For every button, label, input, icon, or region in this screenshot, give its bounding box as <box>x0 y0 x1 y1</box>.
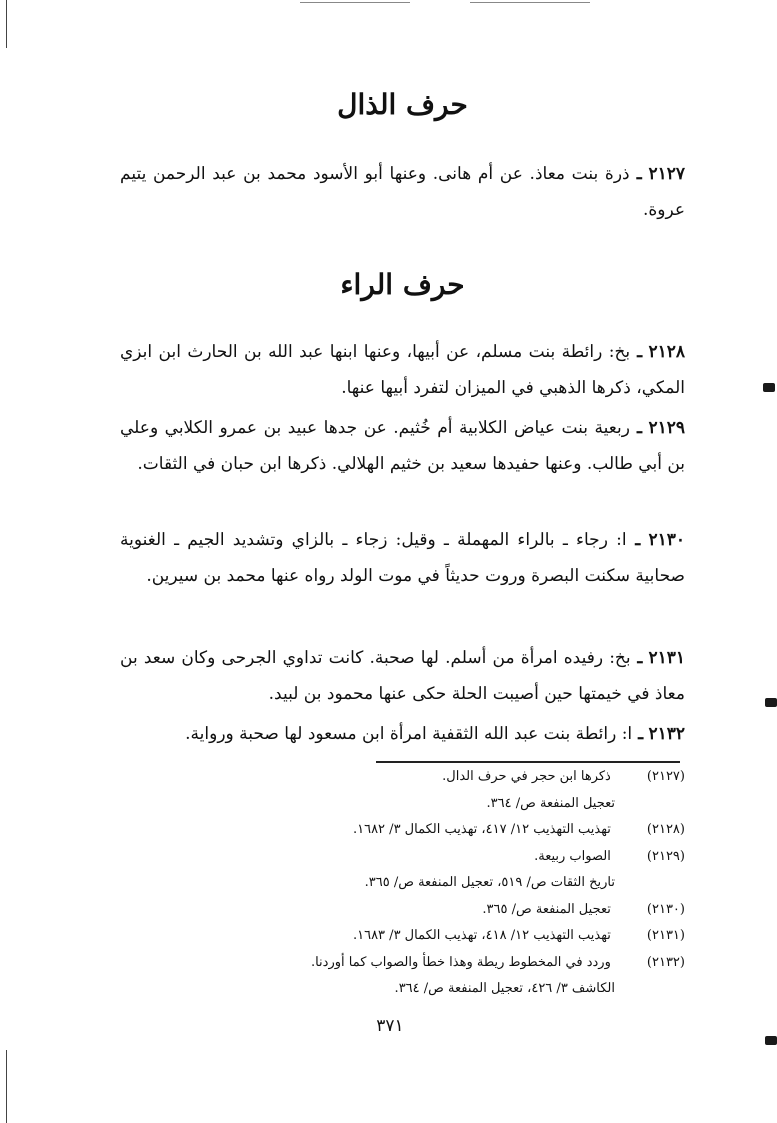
footnote-number: (٢١٢٧) <box>646 769 685 784</box>
footnote-2127-cont <box>200 791 685 818</box>
entry-number: ٢١٣١ <box>648 648 685 668</box>
entry-2127: ٢١٢٧ ـ ذرة بنت معاذ. عن أم هانى. وعنها أبو الأسود محمد بن عبد الرحمن يتيم عروة. <box>120 164 685 220</box>
footnote-2131 <box>200 923 685 950</box>
footnote-text: الصواب ربيعة. <box>534 848 611 864</box>
entry-text: ا: رائطة بنت عبد الله الثقفية امرأة ابن مسعود لها صحبة ورواية. <box>185 724 633 744</box>
entry-text: ذرة بنت معاذ. عن أم هانى. وعنها أبو الأسود محمد بن عبد الرحمن يتيم عروة. <box>120 164 685 220</box>
section-heading-ra: حرف الراء <box>340 268 465 301</box>
footnote-text: تاريخ الثقات ص/ ٥١٩، تعجيل المنفعة ص/ ٣٦٥. <box>364 875 615 890</box>
entry-number: ٢١٢٧ <box>648 164 685 184</box>
footnote-text: تهذيب التهذيب ١٢/ ٤١٨، تهذيب الكمال ٣/ ١٦٨٣. <box>352 928 611 943</box>
top-scan-line-right <box>470 2 590 3</box>
footnote-text: الكاشف ٣/ ٤٢٦، تعجيل المنفعة ص/ ٣٦٤. <box>394 981 615 996</box>
footnote-text: تعجيل المنفعة ص/ ٣٦٥. <box>482 901 611 917</box>
entry-number: ٢١٢٨ <box>648 342 686 362</box>
section-heading-dhal: حرف الذال <box>337 88 468 121</box>
footnote-number: (٢١٢٩) <box>646 848 685 864</box>
page-number: ٣٧١ <box>376 1016 404 1036</box>
entry-number: ٢١٣٠ <box>648 530 685 550</box>
entry-text: بخ: رفيده امرأة من أسلم. لها صحبة. كانت تداوي الجرحى وكان سعد بن معاذ في خيمتها حين أصيبت الحلة حكى عنها محمود بن لبيد. <box>120 648 685 704</box>
footnote-2127 <box>200 764 685 791</box>
footnote-separator <box>376 761 680 763</box>
entry-2132: ٢١٣٢ ـ ا: رائطة بنت عبد الله الثقفية امرأة ابن مسعود لها صحبة ورواية. <box>185 724 685 744</box>
footnote-number: (٢١٣٢) <box>646 954 685 970</box>
footnote-text: وردد في المخطوط ريطة وهذا خطأ والصواب كما أوردنا. <box>310 954 611 970</box>
footnote-text: تعجيل المنفعة ص/ ٣٦٤. <box>486 795 615 811</box>
footnote-text: تهذيب التهذيب ١٢/ ٤١٧، تهذيب الكمال ٣/ ١٦٨٢. <box>352 822 611 837</box>
footnote-number: (٢١٢٨) <box>646 822 685 837</box>
entry-number: ٢١٣٢ <box>648 724 685 744</box>
top-scan-line-left <box>300 2 410 3</box>
footnote-2130 <box>200 897 685 924</box>
footnote-number: (٢١٣١) <box>646 928 685 943</box>
entry-2128: ٢١٢٨ ـ بخ: رائطة بنت مسلم، عن أبيها، وعنها ابنها عبد الله بن الحارث ابن ابزي المكي، ذكرها الذهبي في الميزان لتفرد أبيها عنها. <box>120 342 686 398</box>
entry-text: ربعية بنت عياض الكلابية أم خُثيم. عن جدها عبيد بن عمرو الكلابي وعلي بن أبي طالب. وعنها حفيدها سعيد بن خثيم الهلالي. ذكرها ابن حبان في الثقات. <box>120 418 685 474</box>
edge-mark-3 <box>765 1036 777 1045</box>
footnote-2129 <box>200 844 685 871</box>
left-margin-line-top <box>6 0 7 48</box>
edge-mark-1 <box>763 383 775 392</box>
footnote-2132-cont <box>200 976 685 1003</box>
entry-2129: ٢١٢٩ ـ ربعية بنت عياض الكلابية أم خُثيم. عن جدها عبيد بن عمرو الكلابي وعلي بن أبي طالب. وعنها حفيدها سعيد بن خثيم الهلالي. ذكرها ابن حبان في الثقات. <box>120 418 685 474</box>
footnote-2129-cont <box>200 870 685 897</box>
entry-text: ا: رجاء ـ بالراء المهملة ـ وقيل: زجاء ـ بالزاي وتشديد الجيم ـ الغنوية صحابية سكنت البصرة وروت حديثاً في موت الولد رواه عنها محمد بن سيرين. <box>120 530 685 586</box>
footnotes <box>200 764 685 1003</box>
footnote-number: (٢١٣٠) <box>646 901 685 917</box>
entry-2131: ٢١٣١ ـ بخ: رفيده امرأة من أسلم. لها صحبة. كانت تداوي الجرحى وكان سعد بن معاذ في خيمتها حين أصيبت الحلة حكى عنها محمود بن لبيد. <box>120 648 685 704</box>
entry-number: ٢١٢٩ <box>648 418 685 438</box>
footnote-2128 <box>200 817 685 844</box>
entry-2130: ٢١٣٠ ـ ا: رجاء ـ بالراء المهملة ـ وقيل: زجاء ـ بالزاي وتشديد الجيم ـ الغنوية صحابية سكنت البصرة وروت حديثاً في موت الولد رواه عنها محمد بن سيرين. <box>120 530 685 586</box>
entry-text: بخ: رائطة بنت مسلم، عن أبيها، وعنها ابنها عبد الله بن الحارث ابن ابزي المكي، ذكرها الذهبي في الميزان لتفرد أبيها عنها. <box>120 342 685 398</box>
footnote-text: ذكرها ابن حجر في حرف الدال. <box>442 769 611 784</box>
edge-mark-2 <box>765 698 777 707</box>
left-margin-line-bottom <box>6 1050 7 1123</box>
footnote-2132 <box>200 950 685 977</box>
